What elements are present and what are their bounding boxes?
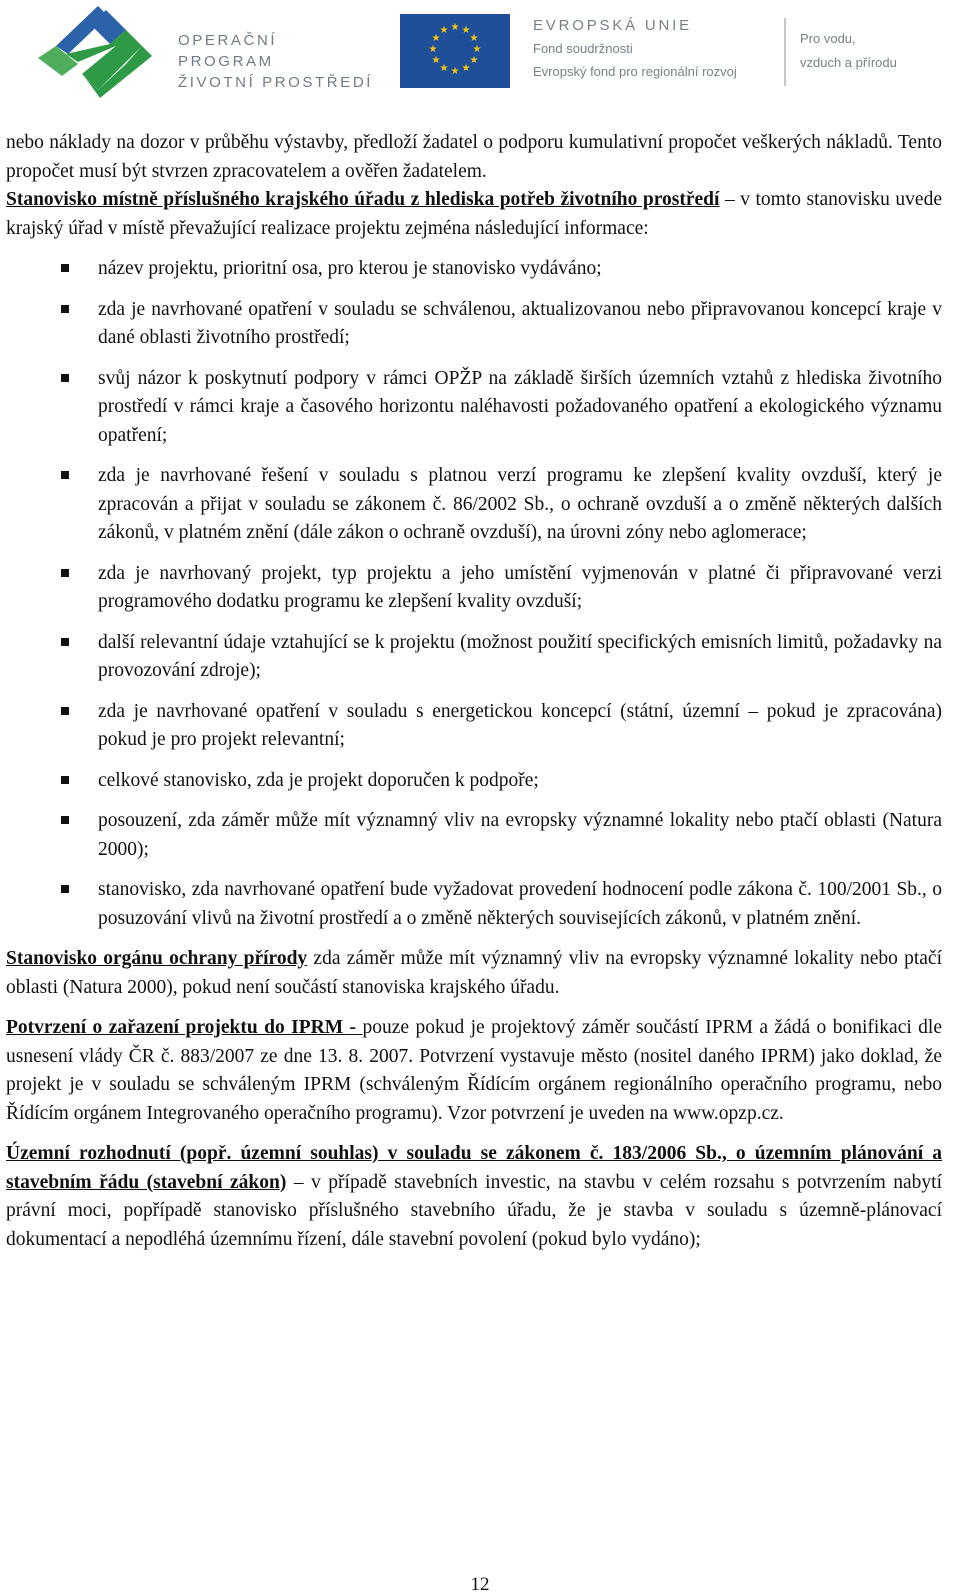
header-logos bbox=[0, 0, 960, 110]
eu-flag-icon bbox=[400, 14, 510, 88]
svg-text:★: ★ bbox=[469, 55, 479, 66]
list-item: název projektu, prioritní osa, pro kterou je stanovisko vydáváno; bbox=[6, 255, 942, 284]
square-bullet-icon bbox=[61, 885, 69, 893]
territorial-decision-text: – v případě stavebních investic, na stavbu v celém rozsahu s potvrzením nabytí právní moci, popřípadě stanovisko příslušného stavebního úřadu, že je stavba v souladu s územně-plánovací dokumentací a nepodléhá územnímu řízení, dále stavební povolení (pokud bylo vydáno); bbox=[6, 1171, 942, 1250]
eu-fund-regional: Evropský fond pro regionální rozvoj bbox=[533, 64, 737, 79]
intro-paragraph: nebo náklady na dozor v průběhu výstavby, předloží žadatel o podporu kumulativní propočet veškerých nákladů. Tento propočet musí být stvrzen zpracovatelem a ověřen žadatelem. bbox=[6, 132, 942, 182]
square-bullet-icon bbox=[61, 471, 69, 479]
iprm-text: pouze pokud je projektový záměr součástí IPRM a žádá o bonifikaci dle usnesení vlády ČR č. 883/2007 ze dne 13. 8. 2007. Potvrzení vystavuje město (nositel daného IPRM) jako doklad, že projekt je v souladu se schváleným IPRM (schváleným Řídícím orgánem regionálního operačního programu, nebo Řídícím orgánem Integrovaného operačního programu). Vzor potvrzení je uveden na www.opzp.cz. bbox=[6, 1017, 943, 1124]
svg-text:★: ★ bbox=[461, 63, 471, 74]
square-bullet-icon bbox=[61, 305, 69, 313]
list-item: zda je navrhované řešení v souladu s platnou verzí programu ke zlepšení kvality ovzduší, který je zpracován a přijat v souladu se zákonem č. 86/2002 Sb., o ochraně ovzduší a o změně některých dalších zákonů, v platném znění (dále zákon o ochraně ovzduší), na úrovni zóny nebo aglomerace; bbox=[6, 462, 942, 548]
regional-office-text: – v tomto stanovisku uvede krajský úřad v místě převažující realizace projektu zejména následující informace: bbox=[6, 189, 942, 239]
claim-line-2: vzduch a přírodu bbox=[800, 55, 897, 70]
list-item: stanovisko, zda navrhované opatření bude vyžadovat provedení hodnocení podle zákona č. 100/2001 Sb., o posuzování vlivů na životní prostředí a o změně některých souvisejících zákonů, v platném znění. bbox=[6, 876, 942, 933]
svg-text:★: ★ bbox=[469, 33, 479, 44]
claim-line-1: Pro vodu, bbox=[800, 31, 856, 46]
square-bullet-icon bbox=[61, 776, 69, 784]
svg-text:★: ★ bbox=[450, 22, 460, 33]
territorial-decision-heading: Územní rozhodnutí (popř. územní souhlas) v souladu se zákonem č. 183/2006 Sb., o územním plánování a stavebním řádu (stavební zákon) bbox=[6, 1143, 942, 1193]
svg-text:★: ★ bbox=[461, 25, 471, 36]
territorial-decision-paragraph bbox=[6, 1140, 942, 1254]
op-zp-logo-icon bbox=[38, 6, 158, 98]
iprm-heading: Potvrzení o zařazení projektu do IPRM - bbox=[6, 1017, 363, 1038]
op-logo-line-1: OPERAČNÍ PROGRAM bbox=[178, 32, 278, 70]
svg-text:★: ★ bbox=[431, 55, 441, 66]
square-bullet-icon bbox=[61, 264, 69, 272]
square-bullet-icon bbox=[61, 374, 69, 382]
document-body bbox=[6, 129, 942, 1254]
regional-office-heading: Stanovisko místně příslušného krajského úřadu z hlediska potřeb životního prostředí bbox=[6, 189, 720, 210]
eu-fund-cohesion: Fond soudržnosti bbox=[533, 41, 633, 56]
square-bullet-icon bbox=[61, 707, 69, 715]
page-number: 12 bbox=[470, 1574, 490, 1595]
svg-text:★: ★ bbox=[439, 25, 449, 36]
program-claim bbox=[800, 27, 950, 75]
list-item: svůj názor k poskytnutí podpory v rámci OPŽP na základě širších územních vztahů z hlediska životního prostředí v rámci kraje a časového horizontu naléhavosti požadovaného opatření a ekologického významu opatření; bbox=[6, 365, 942, 451]
eu-title: EVROPSKÁ UNIE bbox=[533, 17, 692, 34]
svg-text:★: ★ bbox=[431, 33, 441, 44]
svg-text:★: ★ bbox=[450, 66, 460, 77]
list-item: zda je navrhované opatření v souladu se schválenou, aktualizovanou nebo připravovanou koncepcí kraje v dané oblasti životního prostředí; bbox=[6, 296, 942, 353]
svg-text:★: ★ bbox=[439, 63, 449, 74]
list-item: zda je navrhovaný projekt, typ projektu a jeho umístění vyjmenován v platné či připravované verzi programového dodatku programu ke zlepšení kvality ovzduší; bbox=[6, 560, 942, 617]
iprm-paragraph bbox=[6, 1014, 942, 1128]
list-item: zda je navrhované opatření v souladu s energetickou koncepcí (státní, územní – pokud je zpracována) pokud je pro projekt relevantní; bbox=[6, 698, 942, 755]
square-bullet-icon bbox=[61, 638, 69, 646]
regional-office-paragraph bbox=[6, 186, 942, 243]
list-item: posouzení, zda záměr může mít významný vliv na evropsky významné lokality nebo ptačí oblasti (Natura 2000); bbox=[6, 807, 942, 864]
nature-protection-text: zda záměr může mít významný vliv na evropsky významné lokality nebo ptačí oblasti (Natura 2000), pokud není součástí stanoviska krajského úřadu. bbox=[6, 948, 942, 998]
nature-protection-paragraph bbox=[6, 945, 942, 1002]
op-zp-logo-text bbox=[178, 30, 378, 93]
regional-office-requirements-list bbox=[6, 255, 942, 933]
square-bullet-icon bbox=[61, 569, 69, 577]
header-divider bbox=[784, 18, 786, 86]
list-item: další relevantní údaje vztahující se k projektu (možnost použití specifických emisních limitů, požadavky na provozování zdroje); bbox=[6, 629, 942, 686]
eu-logo-text bbox=[533, 15, 783, 83]
list-item: celkové stanovisko, zda je projekt doporučen k podpoře; bbox=[6, 767, 942, 796]
nature-protection-heading: Stanovisko orgánu ochrany přírody bbox=[6, 948, 308, 969]
square-bullet-icon bbox=[61, 816, 69, 824]
op-logo-line-2: ŽIVOTNÍ PROSTŘEDÍ bbox=[178, 74, 374, 91]
svg-text:★: ★ bbox=[428, 44, 438, 55]
svg-text:★: ★ bbox=[472, 44, 482, 55]
